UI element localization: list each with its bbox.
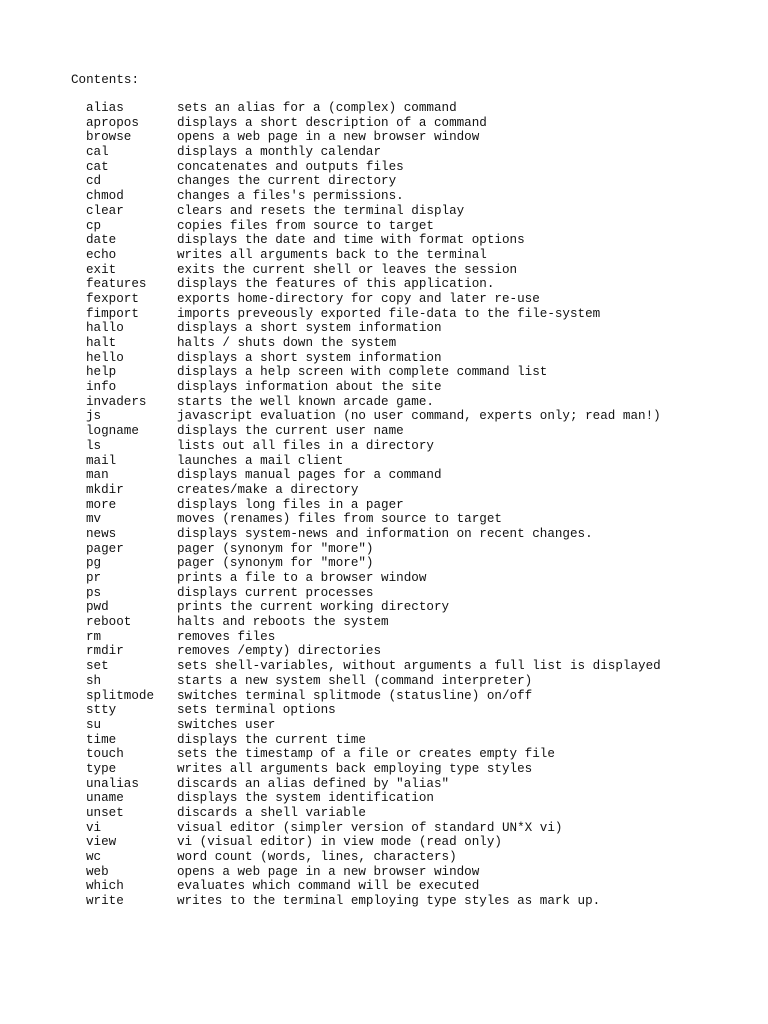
command-description: word count (words, lines, characters) — [177, 850, 457, 865]
command-description: displays long files in a pager — [177, 497, 404, 512]
command-description: writes all arguments back to the terminal — [177, 247, 487, 262]
command-row — [86, 806, 661, 821]
command-row — [86, 674, 661, 689]
command-description: halts and reboots the system — [177, 615, 389, 630]
command-description: displays information about the site — [177, 380, 442, 395]
command-row — [86, 365, 661, 380]
command-description: prints a file to a browser window — [177, 571, 427, 585]
command-row — [86, 292, 661, 307]
command-row — [86, 219, 661, 234]
command-name: sh — [86, 673, 102, 688]
command-description: imports preveously exported file-data to the file-system — [177, 306, 601, 321]
command-description: vi (visual editor) in view mode (read only) — [177, 835, 502, 850]
command-description: displays a short system information — [177, 350, 442, 365]
command-name: features — [86, 277, 147, 292]
command-description: visual editor (simpler version of standard UN*X vi) — [177, 820, 563, 835]
command-row — [86, 733, 661, 748]
command-description: displays a short description of a command — [177, 115, 487, 130]
command-description: changes the current directory — [177, 174, 397, 189]
command-row — [86, 498, 661, 513]
command-row — [86, 424, 661, 439]
command-row — [86, 189, 661, 204]
command-name: time — [86, 732, 117, 747]
command-name: mv — [86, 512, 102, 527]
command-description: discards an alias defined by "alias" — [177, 776, 450, 791]
command-description: displays the date and time with format options — [177, 233, 525, 248]
command-description: pager (synonym for "more") — [177, 541, 374, 556]
command-name: help — [86, 365, 117, 380]
command-description: lists out all files in a directory — [177, 438, 434, 453]
command-name: js — [86, 409, 102, 424]
command-name: pr — [86, 571, 102, 585]
command-row — [86, 791, 661, 806]
command-row — [86, 630, 661, 645]
command-name: chmod — [86, 189, 124, 204]
command-row — [86, 762, 661, 777]
command-list — [86, 101, 661, 909]
command-description: sets shell-variables, without arguments a full list is displayed — [177, 659, 661, 674]
command-name: halt — [86, 336, 117, 350]
command-name: which — [86, 879, 124, 894]
command-name: splitmode — [86, 688, 155, 703]
command-description: halts / shuts down the system — [177, 336, 397, 350]
command-name: view — [86, 835, 117, 850]
command-row — [86, 321, 661, 336]
command-description: copies files from source to target — [177, 218, 434, 233]
command-name: mkdir — [86, 482, 124, 497]
command-name: exit — [86, 262, 117, 277]
command-description: discards a shell variable — [177, 806, 366, 820]
command-description: concatenates and outputs files — [177, 159, 404, 174]
command-description: sets the timestamp of a file or creates empty file — [177, 747, 555, 762]
command-row — [86, 777, 661, 792]
command-row — [86, 703, 661, 718]
command-name: pg — [86, 556, 102, 571]
command-name: man — [86, 468, 109, 483]
command-description: displays the system identification — [177, 791, 434, 806]
command-name: ls — [86, 438, 102, 453]
command-row — [86, 718, 661, 733]
command-name: wc — [86, 850, 102, 865]
command-description: displays manual pages for a command — [177, 468, 442, 483]
command-description: displays a short system information — [177, 321, 442, 336]
command-name: cal — [86, 145, 109, 160]
command-name: invaders — [86, 394, 147, 409]
command-description: prints the current working directory — [177, 600, 450, 615]
command-description: exits the current shell or leaves the session — [177, 262, 518, 277]
command-description: starts the well known arcade game. — [177, 394, 434, 409]
command-row — [86, 233, 661, 248]
command-name: info — [86, 380, 117, 395]
command-row — [86, 556, 661, 571]
command-row — [86, 835, 661, 850]
command-row — [86, 586, 661, 601]
command-name: ps — [86, 585, 102, 600]
command-row — [86, 615, 661, 630]
command-row — [86, 468, 661, 483]
command-row — [86, 821, 661, 836]
command-row — [86, 160, 661, 175]
command-name: pwd — [86, 600, 109, 615]
command-description: sets terminal options — [177, 703, 336, 718]
command-description: clears and resets the terminal display — [177, 203, 465, 218]
command-row — [86, 101, 661, 116]
command-description: displays a help screen with complete command list — [177, 365, 548, 380]
command-name: echo — [86, 247, 117, 262]
command-name: unset — [86, 806, 124, 820]
command-row — [86, 307, 661, 322]
command-row — [86, 600, 661, 615]
command-description: sets an alias for a (complex) command — [177, 101, 457, 115]
command-description: displays current processes — [177, 585, 374, 600]
command-description: switches user — [177, 717, 276, 732]
command-row — [86, 894, 661, 909]
command-name: more — [86, 497, 117, 512]
command-name: pager — [86, 541, 124, 556]
command-description: writes to the terminal employing type styles as mark up. — [177, 894, 601, 909]
command-name: date — [86, 233, 117, 248]
command-name: uname — [86, 791, 124, 806]
command-row — [86, 174, 661, 189]
command-description: exports home-directory for copy and later re-use — [177, 291, 540, 306]
command-row — [86, 659, 661, 674]
command-description: changes a files's permissions. — [177, 189, 404, 204]
command-row — [86, 130, 661, 145]
command-row — [86, 145, 661, 160]
command-name: hello — [86, 350, 124, 365]
command-row — [86, 336, 661, 351]
command-name: vi — [86, 820, 102, 835]
command-description: switches terminal splitmode (statusline) on/off — [177, 688, 533, 703]
command-row — [86, 454, 661, 469]
command-name: mail — [86, 453, 117, 468]
command-name: browse — [86, 130, 132, 145]
command-description: creates/make a directory — [177, 482, 359, 497]
command-row — [86, 527, 661, 542]
command-description: displays the features of this application. — [177, 277, 495, 292]
command-description: removes files — [177, 629, 276, 644]
command-name: web — [86, 864, 109, 879]
command-name: touch — [86, 747, 124, 762]
command-description: pager (synonym for "more") — [177, 556, 374, 571]
command-description: removes /empty) directories — [177, 644, 382, 659]
command-description: javascript evaluation (no user command, experts only; read man!) — [177, 409, 661, 424]
command-name: hallo — [86, 321, 124, 336]
command-description: moves (renames) files from source to target — [177, 512, 502, 527]
command-name: rm — [86, 629, 102, 644]
command-name: su — [86, 717, 102, 732]
command-name: type — [86, 761, 117, 776]
contents-heading: Contents: — [71, 73, 140, 87]
command-row — [86, 204, 661, 219]
command-row — [86, 439, 661, 454]
command-description: displays a monthly calendar — [177, 145, 382, 160]
command-description: displays the current user name — [177, 424, 404, 439]
command-row — [86, 571, 661, 586]
command-row — [86, 865, 661, 880]
command-description: launches a mail client — [177, 453, 344, 468]
command-name: alias — [86, 101, 124, 115]
command-name: cat — [86, 159, 109, 174]
command-name: apropos — [86, 115, 139, 130]
command-name: stty — [86, 703, 117, 718]
command-name: cp — [86, 218, 102, 233]
command-name: unalias — [86, 776, 139, 791]
command-row — [86, 409, 661, 424]
command-name: rmdir — [86, 644, 124, 659]
command-row — [86, 483, 661, 498]
command-row — [86, 263, 661, 278]
command-row — [86, 116, 661, 131]
command-description: opens a web page in a new browser window — [177, 130, 480, 145]
command-name: set — [86, 659, 109, 674]
command-row — [86, 850, 661, 865]
command-name: fexport — [86, 291, 139, 306]
command-description: evaluates which command will be executed — [177, 879, 480, 894]
command-row — [86, 644, 661, 659]
command-description: opens a web page in a new browser window — [177, 864, 480, 879]
command-description: writes all arguments back employing type styles — [177, 761, 533, 776]
command-row — [86, 512, 661, 527]
command-name: clear — [86, 203, 124, 218]
command-row — [86, 689, 661, 704]
command-description: displays system-news and information on recent changes. — [177, 526, 593, 541]
command-row — [86, 277, 661, 292]
command-description: starts a new system shell (command interpreter) — [177, 673, 533, 688]
command-name: logname — [86, 424, 139, 439]
command-name: news — [86, 526, 117, 541]
command-row — [86, 248, 661, 263]
command-row — [86, 542, 661, 557]
command-name: fimport — [86, 306, 139, 321]
command-description: displays the current time — [177, 732, 366, 747]
command-row — [86, 879, 661, 894]
command-name: reboot — [86, 615, 132, 630]
command-row — [86, 747, 661, 762]
command-row — [86, 380, 661, 395]
command-row — [86, 351, 661, 366]
command-name: write — [86, 894, 124, 909]
command-name: cd — [86, 174, 102, 189]
command-row — [86, 395, 661, 410]
